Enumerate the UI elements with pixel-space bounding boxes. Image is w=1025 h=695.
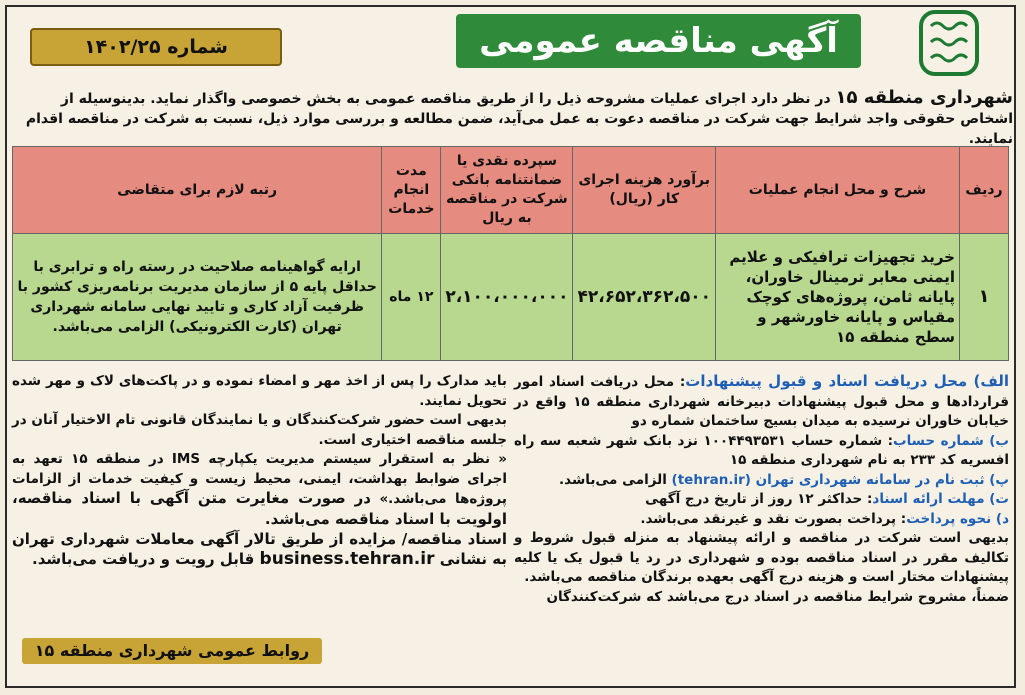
- section-d-label: د) نحوه پرداخت: [906, 510, 1009, 527]
- section-p: [514, 471, 1009, 491]
- cell-row-number: ۱: [960, 234, 1009, 361]
- body-paragraph-1: بدیهی است شرکت در مناقصه و ارائه پیشنهاد به منزله قبول شروط و تکالیف مقرر در اسناد مناقصه بوده و شهرداری در رد یا قبول یک یا کلیه پیشنهادات مختار است و هزینه درج آگهی بعهده برندگان مناقصه می‌باشد.: [514, 530, 1009, 585]
- cell-description: خرید تجهیزات ترافیکی و علایم ایمنی معابر ترمینال خاوران، پایانه ثامن، پروژه‌های کوچک مقیاس و پایانه خاورشهر و سطح منطقه ۱۵: [716, 234, 960, 361]
- organization-name: شهرداری منطقه ۱۵: [835, 87, 1013, 108]
- header-deposit: سپرده نقدی یا ضمانتنامه بانکی شرکت در مناقصه به ریال: [441, 147, 573, 234]
- body-right-column: [514, 372, 1009, 607]
- section-p-label: پ) ثبت نام در سامانه شهرداری تهران (tehran.ir): [671, 471, 1009, 488]
- section-b: [514, 432, 1009, 471]
- table-header-row: [13, 147, 1009, 234]
- section-a-text: : محل دریافت اسناد امور قراردادها و محل قبول پیشنهادات دبیرخانه شهرداری منطقه ۱۵ واقع در خیابان خاوران نرسیده به میدان بسیج ساختمان شماره دو: [514, 374, 1009, 429]
- section-t-text: : حداکثر ۱۲ روز از تاریخ درج آگهی: [645, 491, 873, 507]
- cell-estimate: ۴۲،۶۵۲،۳۶۲،۵۰۰: [573, 234, 716, 361]
- body-paragraph-2: ضمناً، مشروح شرایط مناقصه در اسناد درج می‌باشد که شرکت‌کنندگان: [546, 588, 1009, 605]
- public-relations-signature: روابط عمومی شهرداری منطقه ۱۵: [22, 638, 322, 664]
- section-t: [514, 490, 1009, 510]
- notice-number: شماره ۱۴۰۲/۲۵: [30, 28, 282, 66]
- priority-note: در صورت مغایرت متن آگهی با اسناد مناقصه، اولویت با اسناد مناقصه می‌باشد.: [12, 489, 507, 528]
- documents-note: اسناد مناقصه/ مزایده از طریق تالار آگهی معاملات شهرداری تهران به نشانی: [12, 530, 507, 568]
- notice-body: [12, 372, 1009, 672]
- section-a-label: الف) محل دریافت اسناد و قبول پیشنهادات: [685, 372, 1010, 390]
- business-url[interactable]: business.tehran.ir: [259, 548, 435, 569]
- cell-deposit: ۲،۱۰۰،۰۰۰،۰۰۰: [441, 234, 573, 361]
- cell-duration: ۱۲ ماه: [382, 234, 441, 361]
- tender-table: [12, 146, 1009, 361]
- header-grade: رتبه لازم برای متقاضی: [13, 147, 382, 234]
- left-paragraph-1: باید مدارک را پس از اخذ مهر و امضاء نموده و در پاکت‌های لاک و مهر شده تحویل نمایند.: [12, 373, 507, 409]
- section-b-text: : شماره حساب ۱۰۰۴۴۹۳۵۳۱ نزد بانک شهر شعبه سه راه افسریه کد ۲۳۳ به نام شهرداری منطقه ۱۵: [514, 432, 1009, 468]
- left-paragraph-3: [12, 450, 507, 530]
- intro-paragraph: [12, 88, 1013, 149]
- tehran-municipality-logo: [907, 8, 989, 78]
- intro-text: در نظر دارد اجرای عملیات مشروحه ذیل را از طریق مناقصه عمومی به بخش خصوصی واگذار نماید. بدینوسیله از اشخاص حقوقی واجد شرایط جهت شرکت در مناقصه دعوت به عمل می‌آید، ضمن مطالعه و بررسی موارد ذیل، نسبت به شرکت در مناقصه اقدام نمایند.: [25, 91, 1013, 147]
- section-t-label: ت) مهلت ارائه اسناد: [872, 491, 1009, 507]
- header-description: شرح و محل انجام عملیات: [716, 147, 960, 234]
- section-b-label: ب) شماره حساب: [893, 432, 1009, 449]
- ims-note: « نظر به استقرار سیستم مدیریت یکپارچه IMS در منطقه ۱۵ تعهد به اجرای ضوابط بهداشت، ایمنی، محیط زیست و کیفیت خدمات از الزامات پروژه‌ها می‌باشد.»: [12, 451, 507, 507]
- header-row-number: ردیف: [960, 147, 1009, 234]
- header-duration: مدت انجام خدمات: [382, 147, 441, 234]
- notice-header: [8, 6, 1001, 80]
- documents-note-end: قابل رویت و دریافت می‌باشد.: [32, 549, 260, 568]
- header-estimate: برآورد هزینه اجرای کار (ریال): [573, 147, 716, 234]
- notice-title: آگهی مناقصه عمومی: [456, 14, 861, 68]
- left-paragraph-4: [12, 530, 507, 569]
- section-d-text: : پرداخت بصورت نقد و غیرنقد می‌باشد.: [640, 510, 907, 527]
- body-left-column: [12, 372, 507, 569]
- cell-grade: ارایه گواهینامه صلاحیت در رسته راه و ترابری با حداقل پایه ۵ از سازمان مدیریت برنامه‌ریزی کشور با ظرفیت آزاد کاری و تایید نهایی سامانه شهرداری تهران (کارت الکترونیکی) الزامی می‌باشد.: [13, 234, 382, 361]
- section-p-text: الزامی می‌باشد.: [559, 471, 672, 488]
- section-a: [514, 372, 1009, 432]
- table-row: [13, 234, 1009, 361]
- section-d: [514, 510, 1009, 530]
- left-paragraph-2: بدیهی است حضور شرکت‌کنندگان و یا نمایندگان قانونی تام الاختیار آنان در جلسه مناقصه اختیاری است.: [12, 412, 507, 448]
